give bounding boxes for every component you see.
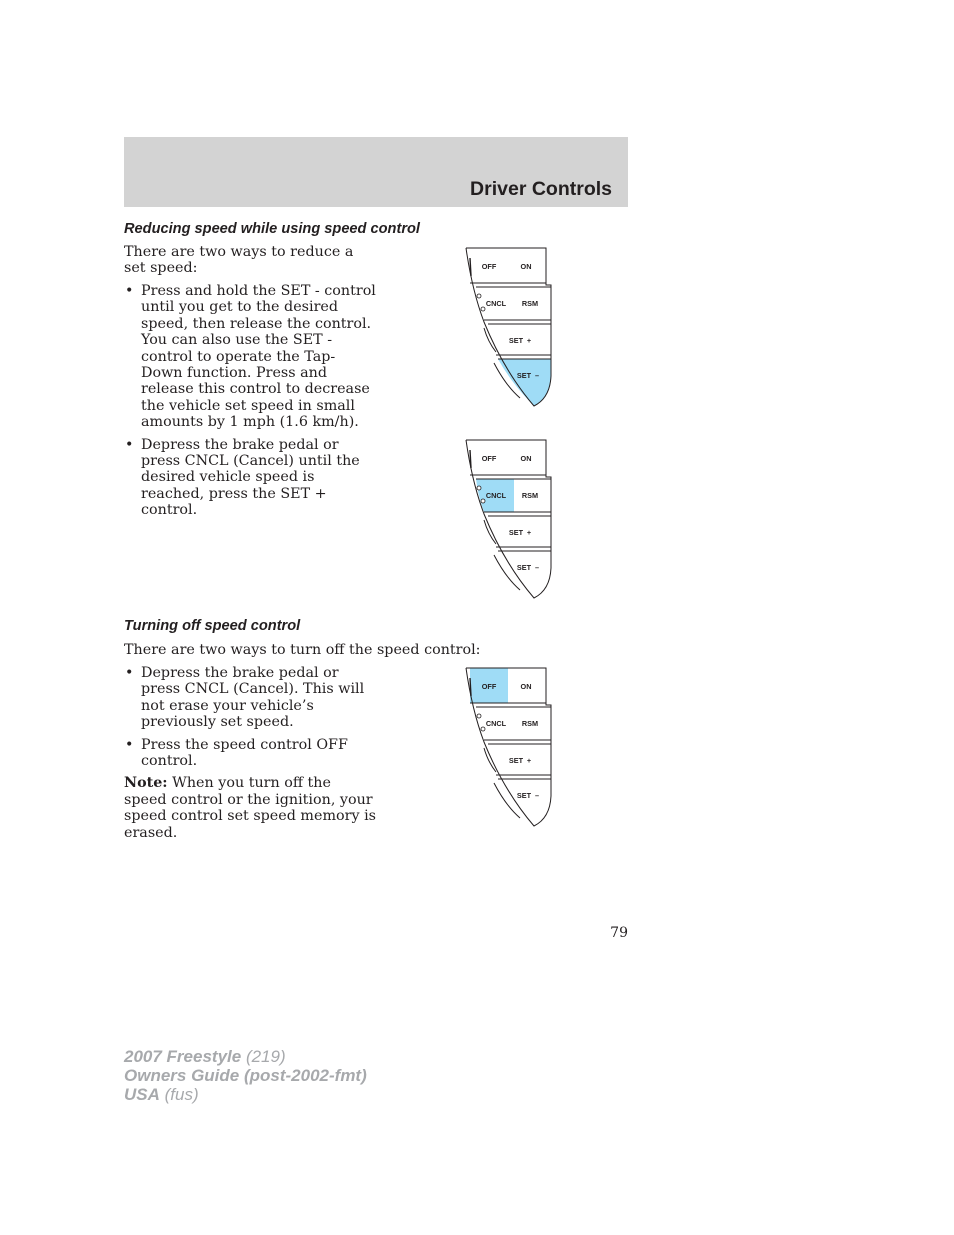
off-button-label: OFF xyxy=(481,262,497,271)
note-paragraph xyxy=(124,775,376,841)
set-plus-button-label: SET xyxy=(508,336,524,345)
set-plus-button-label: SET xyxy=(508,528,524,537)
switch-cluster-graphic xyxy=(462,438,554,600)
speed-control-diagram-cncl xyxy=(462,438,554,600)
list-item-text: Press and hold the SET - control until you get to the desired speed, then release the control. You can also use the SET - control to operate the Tap-Down function. Press and release this control to decrease the vehicle set speed in small amounts by 1 mph (1.6 km/h). xyxy=(141,283,376,431)
reducing-bullet-list xyxy=(124,283,376,519)
note-label: Note: xyxy=(124,775,168,792)
on-button-label: ON xyxy=(520,682,532,691)
cncl-button-label: CNCL xyxy=(485,491,507,500)
footer-line-2: Owners Guide (post-2002-fmt) xyxy=(124,1066,367,1085)
minus-sign: – xyxy=(534,563,540,572)
note-text: When you turn off the speed control or the ignition, your speed control set speed memory is erased. xyxy=(124,775,376,841)
plus-sign: + xyxy=(526,336,532,345)
heading-turning-off: Turning off speed control xyxy=(124,618,301,634)
bullet-symbol: • xyxy=(125,736,134,753)
minus-sign: – xyxy=(534,791,540,800)
footer-line-1: 2007 Freestyle (219) xyxy=(124,1047,286,1066)
on-button-label: ON xyxy=(520,454,532,463)
list-item xyxy=(124,737,361,770)
set-minus-button-label: SET xyxy=(516,563,532,572)
switch-cluster-graphic xyxy=(462,666,554,828)
list-item-text: Depress the brake pedal or press CNCL (Cancel). This will not erase your vehicle’s previously set speed. xyxy=(141,665,365,731)
section-header-bar xyxy=(124,137,628,207)
turning-off-intro: There are two ways to turn off the speed control: xyxy=(124,642,481,658)
cncl-button-label: CNCL xyxy=(485,719,507,728)
bullet-symbol: • xyxy=(125,436,134,453)
cncl-button-label: CNCL xyxy=(485,299,507,308)
set-plus-button-label: SET xyxy=(508,756,524,765)
off-button-label: OFF xyxy=(481,682,497,691)
plus-sign: + xyxy=(526,756,532,765)
speed-control-diagram-set-minus xyxy=(462,246,554,408)
list-item-text: Depress the brake pedal or press CNCL (Cancel) until the desired vehicle speed is reached, press the SET + control. xyxy=(141,436,360,519)
list-item xyxy=(124,283,376,431)
speed-control-diagram-off xyxy=(462,666,554,828)
reducing-intro: There are two ways to reduce a set speed: xyxy=(124,244,354,277)
section-title: Driver Controls xyxy=(470,178,612,200)
plus-sign: + xyxy=(526,528,532,537)
switch-cluster-graphic xyxy=(462,246,554,408)
bullet-symbol: • xyxy=(125,665,134,681)
page-number: 79 xyxy=(610,925,628,941)
minus-sign: – xyxy=(534,371,540,380)
rsm-button-label: RSM xyxy=(521,491,539,500)
document-footer xyxy=(124,1047,367,1104)
off-button-label: OFF xyxy=(481,454,497,463)
turning-off-bullet-list xyxy=(124,665,379,841)
list-item xyxy=(124,665,379,731)
list-item xyxy=(124,437,376,519)
set-minus-button-label: SET xyxy=(516,371,532,380)
bullet-symbol: • xyxy=(125,283,134,299)
heading-reducing-speed: Reducing speed while using speed control xyxy=(124,221,420,237)
set-minus-button-label: SET xyxy=(516,791,532,800)
footer-line-3: USA (fus) xyxy=(124,1085,199,1104)
list-item-text: Press the speed control OFF control. xyxy=(141,736,348,770)
rsm-button-label: RSM xyxy=(521,299,539,308)
rsm-button-label: RSM xyxy=(521,719,539,728)
on-button-label: ON xyxy=(520,262,532,271)
